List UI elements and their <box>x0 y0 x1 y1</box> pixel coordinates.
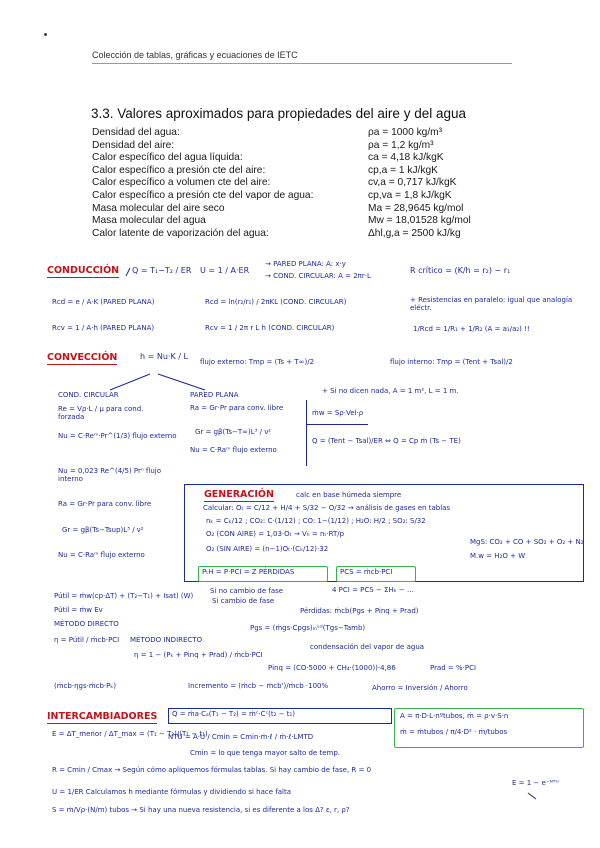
conduccion-q-equation: Q = T₁−T₂ / ER <box>132 266 192 275</box>
generacion-calcular: Calcular: Oₜ = C/12 + H/4 + S/32 − O/32 → análisis de gases en tablas <box>203 504 451 512</box>
metodo-directo-label: MÉTODO DIRECTO <box>54 620 119 628</box>
branch-arrow-right <box>158 374 205 390</box>
conveccion-nada-note: + Si no dicen nada, A = 1 m², L = 1 m. <box>322 387 459 395</box>
p-util-ev: Pútil = ṁw Ev <box>54 606 103 614</box>
conveccion-re: Re = Vρ·L / μ para cond. forzada <box>58 405 144 421</box>
potencia-equation: PₜH = P·PCI = Z PÉRDIDAS <box>202 568 295 576</box>
property-value: ρa = 1,2 kg/m³ <box>368 139 434 151</box>
branch-arrow-left <box>110 374 150 390</box>
property-value: ca = 4,18 kJ/kgK <box>368 152 444 164</box>
pinq-equation: Pinq = (CO·5000 + CH₄·(1000))·4,86 <box>268 664 396 672</box>
generacion-title: GENERACIÓN <box>204 489 274 500</box>
pgs-equation: Pgs = (ṁgs·Cpgs)ₘᵉᵈ(Tgs−Tamb) <box>250 624 366 632</box>
conveccion-gr-pared: Gr = gβ(Ts−T∞)L³ / ν² <box>195 428 271 436</box>
property-label: Densidad del aire: <box>92 139 175 151</box>
property-value: cv,a = 0,717 kJ/kgK <box>368 177 457 189</box>
property-value: cp,a = 1 kJ/kgK <box>368 164 438 176</box>
conveccion-ra-circular: Ra = Gr·Pr para conv. libre <box>58 500 152 508</box>
p-util-equation: Pútil = ṁw(cp·ΔT) + (T₂−T₁) + Isat) (W) <box>54 592 194 600</box>
conveccion-title: CONVECCIÓN <box>47 352 118 363</box>
property-label: Masa molecular del aire seco <box>92 202 225 214</box>
metodo-indirecto-label: MÉTODO INDIRECTO <box>130 636 203 644</box>
pcs-equation: PCS = ṁcb·PCI <box>340 568 393 576</box>
page-header: Colección de tablas, gráficas y ecuaciones de IETC <box>92 50 512 64</box>
property-label: Densidad del agua: <box>92 127 180 138</box>
conveccion-nu-libre: Nu = C·Raᵐ flujo externo <box>58 551 145 559</box>
conveccion-cond-circular: COND. CIRCULAR <box>58 391 119 399</box>
conveccion-pared-plana: PARED PLANA <box>190 391 239 399</box>
intercambiadores-cmin-note: Cmin = lo que tenga mayor salto de temp. <box>190 749 340 757</box>
intercambiadores-eficiencia: E = ΔT_menor / ΔT_max = (T₁ − T₂)/(T₁ − t₁) <box>52 730 208 738</box>
generacion-mw: M.w = H₂O + W <box>470 552 526 560</box>
generacion-moles: nₖ = Cₖ/12 ; CO₂: C·(1/12) ; CO: 1−(1/12) ; H₂O: H/2 ; SO₂: S/32 <box>206 517 426 525</box>
conveccion-mdot: ṁw = Sρ·Vel·ρ <box>312 409 364 417</box>
conveccion-ra-pared: Ra = Gr·Pr para conv. libre <box>190 404 284 412</box>
intercambiadores-area: A = π·D·L·nºtubos, ṁ = ρ·v·S·n <box>400 712 509 720</box>
property-label: Calor específico a volumen cte del aire: <box>92 177 271 189</box>
conduccion-u-equation: U = 1 / A·ER <box>200 266 250 275</box>
generacion-o2-sin-aire: O₂ (SIN AIRE) = (n−1)Oₜ·(Cₖ/12)·32 <box>206 545 329 553</box>
intercambiadores-eps-fase: E = 1 − e⁻ᴺᵀᵁ <box>512 779 559 787</box>
intercambiadores-ntu: NTU = A·U / Cmin = Cmin·ṁ·ℓ / ṁ·ℓ·LMTD <box>168 733 314 741</box>
property-value: cp,va = 1,8 kJ/kgK <box>368 189 452 201</box>
generacion-base-humeda: calc en base húmeda siempre <box>296 491 402 499</box>
property-value: Mw = 18,01528 kg/mol <box>368 215 471 227</box>
corner-mark <box>528 793 536 799</box>
intercambiadores-u-line: U = 1/ER Calculamos h mediante fórmulas y dividiendo si hace falta <box>52 788 292 796</box>
conduccion-rcd-circular: Rcd = ln(r₂/r₁) / 2πKL (COND. CIRCULAR) <box>205 298 347 306</box>
eta-directo: η = Pútil / ṁcb·PCI <box>54 636 120 644</box>
property-label: Calor específico a presión cte del vapor de agua: <box>92 189 314 201</box>
property-value: Δhl,g,a = 2500 kJ/kg <box>368 227 461 239</box>
intercambiadores-s-line: S = ṁ/Vρ·(N/m) tubos → Si hay una nueva resistencia, si es diferente a los Δ? ε, r, ρ? <box>52 806 350 814</box>
conduccion-rcd-plana: Rcd = e / A·K (PARED PLANA) <box>52 298 155 306</box>
stroke-mark <box>126 268 130 276</box>
intercambiadores-q-equation: Q = ṁa·Cₐ(T₁ − T₂) = ṁᶜ·Cᶜ(t₂ − t₁) <box>172 710 296 718</box>
ahorro-formula: (ṁcb·ηgs·ṁcb·Pₖ) <box>54 682 117 690</box>
conveccion-flujo-interno: flujo interno: Tmp = (Tent + Tsal)/2 <box>390 358 513 366</box>
incremento-formula: Incremento = (ṁcb − ṁcb')/ṁcb ·100% <box>188 682 329 690</box>
conveccion-nu-forzado: Nu = C·Reᵐ·Pr^(1/3) flujo externo <box>58 432 177 440</box>
intercambiadores-cr: R = Cmin / Cmax → Según cómo apliquemos fórmulas tablas. Si hay cambio de fase, R = 0 <box>52 766 372 774</box>
property-label: Calor específico del agua líquida: <box>92 152 243 164</box>
conveccion-flujo-externo: flujo externo: Tmp = (Ts + T∞)/2 <box>200 358 315 366</box>
eta-indirecto: η = 1 − (Pₖ + Pinq + Prad) / ṁcb·PCI <box>134 651 263 659</box>
conduccion-rcv-plana: Rcv = 1 / A·h (PARED PLANA) <box>52 324 155 332</box>
perdidas-equation: Pérdidas: ṁcb(Pgs + Pinq + Prad) <box>300 607 419 615</box>
property-label: Calor latente de vaporización del agua: <box>92 227 269 239</box>
property-label: Masa molecular del agua <box>92 215 206 227</box>
condensacion-note: condensación del vapor de agua <box>310 643 425 651</box>
conveccion-nu-interno: Nu = 0,023 Re^(4/5) Prⁿ flujo interno <box>58 467 161 483</box>
generacion-o2-con-aire: O₂ (CON AIRE) = 1,03·Oₜ → Vₕ = nₜ·RT/p <box>206 530 345 538</box>
pri-formula: Ahorro = Inversión / Ahorro <box>372 684 468 692</box>
conveccion-h-equation: h = Nu·K / L <box>140 352 188 361</box>
pci-equation: 4 PCI = PCS − ΣHₖ − ... <box>332 586 414 594</box>
conveccion-q-box: Q = (Tent − Tsal)/ER ⇔ Q = Cp ṁ (Ts − TE) <box>312 437 461 445</box>
intercambiadores-title: INTERCAMBIADORES <box>47 711 158 722</box>
conduccion-rcv-circular: Rcv = 1 / 2π r L h (COND. CIRCULAR) <box>205 324 335 332</box>
conveccion-nu-pared: Nu = C·Raᵐ flujo externo <box>190 446 277 454</box>
property-label: Calor específico a presión cte del aire: <box>92 164 266 176</box>
conduccion-cond-circular: → COND. CIRCULAR: A = 2πr·L <box>265 272 371 280</box>
si-cambio-fase: Si cambio de fase <box>212 597 275 605</box>
conduccion-r-critico: R crítico = (K/h = r₂) − r₁ <box>410 266 511 275</box>
section-title: 3.3. Valores aproximados para propiedades del aire y del agua <box>91 106 466 121</box>
prad-equation: Prad = %·PCI <box>430 664 477 672</box>
generacion-mgs: MgS: CO₂ + CO + SO₂ + O₂ + N₂ <box>470 538 584 546</box>
conduccion-title: CONDUCCIÓN <box>47 265 120 276</box>
conduccion-pared-plana: → PARED PLANA: A: x·y <box>265 260 346 268</box>
si-no-cambio-fase: Si no cambio de fase <box>210 587 284 595</box>
conduccion-paralelo: + Resistencias en paralelo: igual que analogía eléctr. <box>410 296 573 312</box>
property-value: ρa = 1000 kg/m³ <box>368 127 443 138</box>
intercambiadores-ntubos: ṁ = ṁtubos / π/4·D² · ṁ/tubos <box>400 728 508 736</box>
conduccion-paralelo-eq: 1/Rcd = 1/R₁ + 1/R₂ (A = a₁/a₂) !! <box>413 325 530 333</box>
conveccion-gr-circular: Gr = gβ(Ts−Tsup)L³ / ν² <box>62 526 144 534</box>
property-value: Ma = 28,9645 kg/mol <box>368 202 464 214</box>
